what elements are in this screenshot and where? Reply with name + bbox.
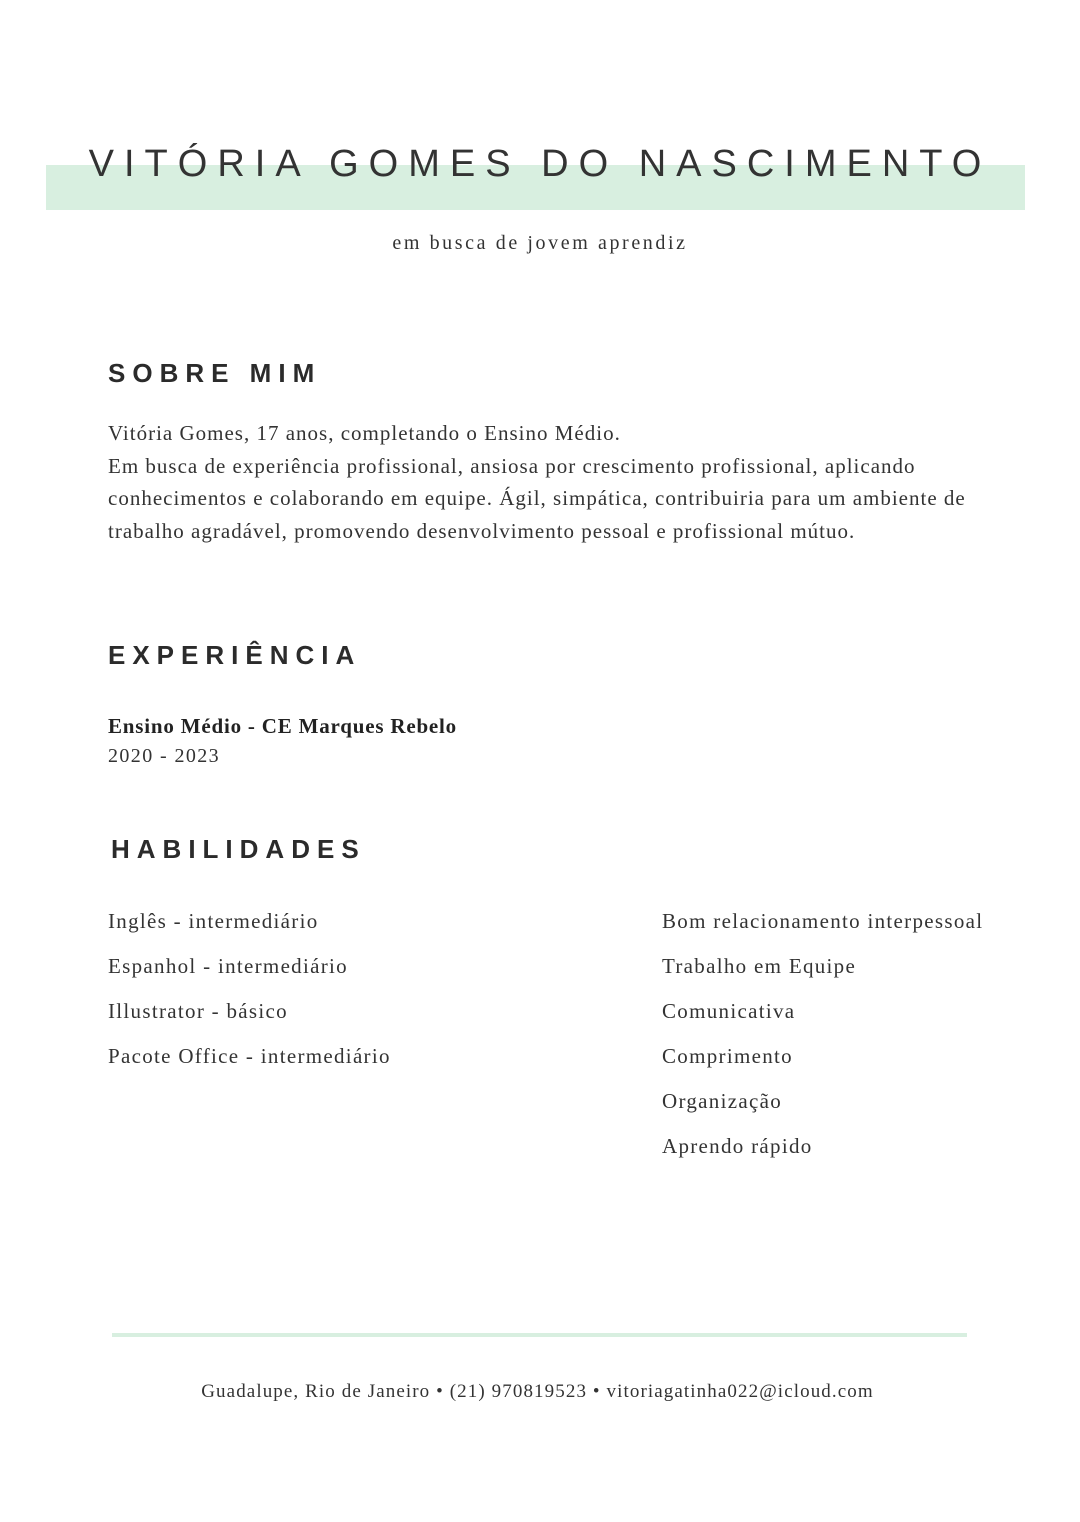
about-text (108, 417, 1048, 547)
skill-item: Inglês - intermediário (108, 909, 319, 933)
footer-divider (112, 1333, 967, 1337)
about-line-1: Vitória Gomes, 17 anos, completando o Ensino Médio. (108, 421, 621, 445)
experience-item-dates: 2020 - 2023 (108, 745, 221, 767)
skill-item: Espanhol - intermediário (108, 954, 348, 978)
section-title-skills: HABILIDADES (111, 834, 366, 864)
resume-name: VITÓRIA GOMES DO NASCIMENTO (88, 143, 992, 185)
skill-item: Trabalho em Equipe (662, 954, 857, 978)
section-title-about: SOBRE MIM (108, 358, 322, 388)
skill-item: Organização (662, 1089, 783, 1113)
skill-item: Comunicativa (662, 999, 796, 1023)
skill-item: Pacote Office - intermediário (108, 1044, 391, 1068)
skills-list-left (108, 903, 391, 1083)
section-title-experience: EXPERIÊNCIA (108, 640, 362, 670)
skill-item: Bom relacionamento interpessoal (662, 909, 984, 933)
about-line-2: Em busca de experiência profissional, ansiosa por crescimento profissional, aplicando conhecimentos e colaborando em equipe. Ágil, simpática, contribuiria para um ambiente de trabalho agradável, promovendo desenvolvimento pessoal e profissional mútuo. (108, 453, 966, 543)
experience-item-title: Ensino Médio - CE Marques Rebelo (108, 714, 457, 738)
skill-item: Comprimento (662, 1044, 793, 1068)
footer-contact: Guadalupe, Rio de Janeiro • (21) 970819523 • vitoriagatinha022@icloud.com (201, 1381, 874, 1402)
skills-list-right (662, 903, 983, 1173)
skill-item: Aprendo rápido (662, 1134, 813, 1158)
resume-subtitle: em busca de jovem aprendiz (392, 232, 688, 254)
skill-item: Illustrator - básico (108, 999, 288, 1023)
